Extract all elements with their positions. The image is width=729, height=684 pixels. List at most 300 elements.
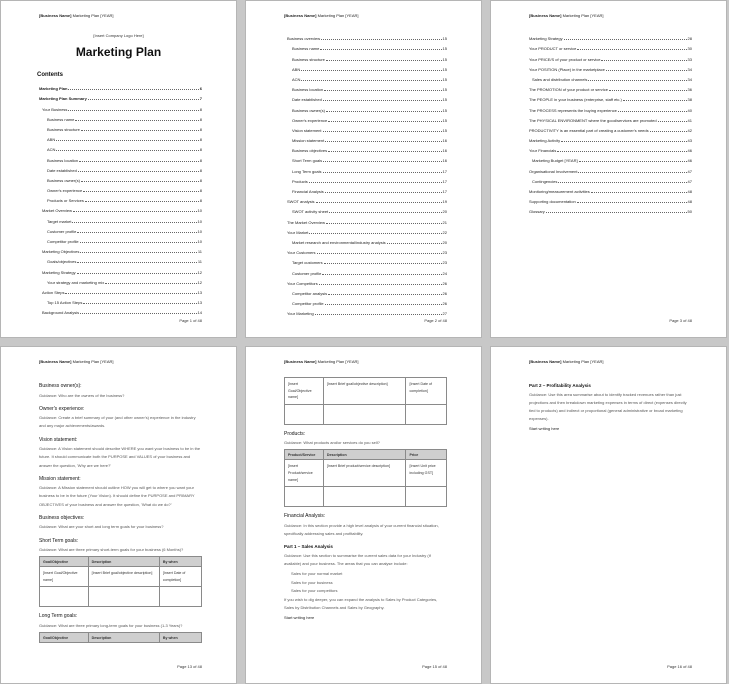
toc-entry-page-number: 12	[197, 269, 202, 275]
toc-entry[interactable]	[1, 234, 202, 244]
toc-leader-dots	[618, 111, 687, 112]
toc-entry-page-number: 23	[442, 260, 447, 266]
page-body	[284, 377, 447, 622]
table-row	[285, 378, 447, 405]
section-heading: Part 2 – Profitability Analysis	[529, 383, 591, 388]
section-heading: Business owner(s):	[39, 383, 82, 389]
toc-leader-dots	[578, 172, 686, 173]
toc-entry[interactable]	[246, 143, 447, 153]
toc-leader-dots	[323, 131, 442, 132]
toc-leader-dots	[326, 223, 442, 224]
toc-entry-label: Owner's experience	[292, 117, 328, 123]
toc-entry-page-number: 43	[687, 138, 692, 144]
toc-entry[interactable]	[491, 72, 692, 82]
toc-entry-page-number: 17	[442, 168, 447, 174]
toc-leader-dots	[326, 111, 442, 112]
table-cell[interactable]: [Insert Date of completion]	[406, 378, 447, 405]
toc-leader-dots	[80, 242, 197, 243]
table-row	[285, 487, 447, 507]
toc-entry-page-number: 15	[442, 117, 447, 123]
toc-entry[interactable]	[491, 204, 692, 214]
table-cell[interactable]	[406, 487, 447, 507]
toc-entry[interactable]	[246, 153, 447, 163]
toc-entry-label: The PROMOTION of your product or service	[529, 87, 608, 93]
toc-entry[interactable]	[1, 122, 202, 132]
toc-leader-dots	[320, 49, 441, 50]
toc-entry[interactable]	[491, 184, 692, 194]
toc-entry-page-number: 8	[199, 188, 202, 194]
toc-entry[interactable]	[491, 143, 692, 153]
toc-leader-dots	[309, 182, 442, 183]
toc-entry-label: Business name	[47, 116, 75, 122]
toc-entry-label: Date established	[47, 167, 77, 173]
toc-entry-page-number: 26	[442, 280, 447, 286]
toc-entry-label: Date established	[292, 97, 322, 103]
toc-entry-label: Business location	[47, 157, 79, 163]
section-heading: Part 1 – Sales Analysis	[284, 544, 333, 550]
toc-entry[interactable]	[491, 41, 692, 51]
page-header: [Business Name] Marketing Plan [YEAR]	[529, 359, 604, 364]
toc-entry[interactable]	[246, 41, 447, 51]
toc-leader-dots	[323, 172, 442, 173]
toc-entry[interactable]	[246, 82, 447, 92]
toc-leader-dots	[558, 182, 686, 183]
toc-entry[interactable]	[246, 163, 447, 173]
guidance-text: Guidance: In this section provide a high level analysis of your current financial situation, specifically addressing sales and profitability.	[284, 522, 439, 536]
toc-entry-page-number: 10	[197, 208, 202, 214]
short-term-goals-table	[39, 556, 202, 607]
toc-entry[interactable]	[1, 101, 202, 111]
toc-leader-dots	[85, 201, 199, 202]
table-header: Product/Service	[285, 450, 324, 460]
toc-entry-label: Short Term goals	[292, 158, 323, 164]
toc-entry-page-number: 8	[199, 167, 202, 173]
toc-entry-page-number: 6	[199, 86, 202, 92]
toc-entry-page-number: 10	[197, 239, 202, 244]
toc-entry-label: Business name	[292, 46, 320, 52]
toc-entry-page-number: 10	[197, 228, 202, 234]
toc-entry[interactable]	[246, 286, 447, 296]
toc-entry[interactable]	[246, 255, 447, 265]
toc-entry-label: Organisational Involvement	[529, 168, 578, 174]
toc-entry[interactable]	[246, 123, 447, 133]
table-row	[285, 404, 447, 424]
document-title: Marketing Plan	[75, 45, 162, 59]
table-cell[interactable]: [Insert Goal/Objective name]	[285, 378, 324, 405]
toc-leader-dots	[68, 110, 198, 111]
toc-entry-page-number: 8	[199, 177, 202, 183]
toc-entry-label: Marketing Objectives	[42, 249, 80, 255]
toc-entry-page-number: 8	[199, 126, 202, 132]
guidance-text: Guidance: Use this area summarise about to identify tracked revenues rather than just projections and then breakdown marketing expenses in terms of direct (expenses directly tied to products) and indirect or proportional (general administrative or broad marketing expenses).	[529, 391, 687, 422]
toc-entry-label: Monitoring/measurement activities	[529, 189, 590, 194]
section-heading: Long Term goals:	[39, 613, 78, 620]
table-cell[interactable]: [Insert Brief product/service description]	[323, 460, 406, 487]
toc-entry[interactable]	[246, 51, 447, 61]
toc-entry-label: Business owner(s)	[47, 177, 80, 183]
toc-entry-label: Your PRODUCT or service	[529, 46, 577, 52]
toc-leader-dots	[579, 161, 687, 162]
document-page-1	[0, 0, 237, 338]
toc-entry-page-number: 27	[442, 311, 447, 317]
toc-entry-page-number: 23	[442, 250, 447, 256]
page-header: [Business Name] Marketing Plan [YEAR]	[39, 13, 114, 18]
toc-leader-dots	[83, 191, 199, 192]
toc-leader-dots	[324, 90, 441, 91]
table-of-contents	[491, 31, 726, 214]
toc-entry-page-number: 19	[442, 199, 447, 205]
toc-entry-label: Action Steps	[42, 289, 65, 295]
table-cell[interactable]	[40, 587, 89, 607]
toc-entry[interactable]	[1, 224, 202, 234]
document-page-13	[0, 346, 237, 684]
toc-entry-page-number: 17	[442, 189, 447, 194]
toc-entry-label: PRODUCTIVITY is an essential part of creating a customer's needs	[529, 127, 649, 133]
toc-entry[interactable]	[491, 163, 692, 173]
toc-entry-label: Your Business	[42, 106, 68, 112]
toc-entry-page-number: 10	[197, 218, 202, 224]
page-footer: Page 3 of 48	[669, 318, 692, 323]
toc-entry-page-number: 20	[442, 209, 447, 215]
toc-entry[interactable]	[246, 31, 447, 41]
toc-leader-dots	[79, 161, 199, 162]
toc-leader-dots	[328, 151, 441, 152]
toc-entry[interactable]	[1, 112, 202, 122]
toc-entry[interactable]	[246, 184, 447, 194]
toc-entry-page-number: 48	[687, 199, 692, 205]
table-cell[interactable]	[285, 404, 324, 424]
toc-entry[interactable]	[1, 264, 202, 274]
start-writing-prompt[interactable]: Start writing here	[284, 615, 315, 621]
toc-leader-dots	[650, 131, 687, 132]
toc-entry-label: Your strategy and marketing mix	[47, 279, 105, 285]
table-row	[40, 587, 202, 607]
page-body	[529, 377, 692, 433]
toc-entry[interactable]	[246, 204, 447, 214]
toc-entry-label: Owner's experience	[47, 188, 83, 194]
toc-entry-label: SWOT analysis	[287, 199, 315, 205]
toc-entry-page-number: 22	[442, 229, 447, 235]
toc-leader-dots	[321, 39, 441, 40]
toc-entry-label: Marketing Plan	[39, 86, 68, 92]
toc-entry[interactable]	[1, 81, 202, 91]
table-of-contents	[1, 81, 236, 315]
toc-entry[interactable]	[246, 296, 447, 306]
toc-leader-dots	[317, 253, 442, 254]
toc-entry-page-number: 8	[199, 157, 202, 163]
toc-entry[interactable]	[491, 123, 692, 133]
toc-entry-page-number: 15	[442, 56, 447, 62]
toc-entry-label: Marketing Strategy	[529, 36, 563, 42]
toc-leader-dots	[322, 274, 441, 275]
toc-entry[interactable]	[246, 92, 447, 102]
toc-entry-page-number: 34	[687, 76, 692, 82]
page-footer: Page 2 of 48	[424, 318, 447, 323]
toc-entry-label: Market research and environmental/industry analysis	[292, 239, 386, 245]
toc-entry[interactable]	[246, 72, 447, 82]
toc-entry[interactable]	[1, 142, 202, 152]
toc-entry-page-number: 36	[687, 87, 692, 93]
toc-leader-dots	[546, 212, 687, 213]
table-header: Price	[406, 450, 447, 460]
toc-entry-label: Business overview	[287, 36, 321, 42]
toc-entry[interactable]	[246, 133, 447, 143]
toc-leader-dots	[329, 212, 441, 213]
toc-leader-dots	[557, 151, 686, 152]
toc-leader-dots	[56, 140, 199, 141]
toc-entry-page-number: 14	[197, 310, 202, 316]
toc-entry-page-number: 33	[687, 56, 692, 62]
section-heading: Vision statement:	[39, 436, 78, 443]
toc-entry-page-number: 46	[687, 158, 692, 164]
section-heading: Business objectives:	[39, 514, 85, 521]
toc-entry[interactable]	[491, 51, 692, 61]
toc-entry[interactable]	[491, 194, 692, 204]
toc-entry[interactable]	[246, 102, 447, 112]
toc-entry[interactable]	[1, 152, 202, 162]
toc-entry[interactable]	[246, 214, 447, 224]
products-table	[284, 449, 447, 507]
toc-entry-page-number: 8	[199, 198, 202, 204]
toc-entry-label: Goals/objectives	[47, 259, 77, 265]
table-of-contents	[246, 31, 481, 316]
toc-entry[interactable]	[491, 62, 692, 72]
toc-leader-dots	[81, 130, 199, 131]
toc-entry-label: ABN	[47, 137, 56, 143]
section-heading: Products:	[284, 430, 306, 437]
toc-entry[interactable]	[246, 113, 447, 123]
toc-entry-page-number: 8	[199, 137, 202, 143]
table-header: Goal/Objective	[40, 557, 89, 567]
toc-entry-label: Long Term goals	[292, 168, 322, 174]
toc-entry-label: Financial Analysis	[292, 189, 324, 194]
toc-entry-label: Business objectives	[292, 148, 328, 154]
toc-leader-dots	[325, 141, 441, 142]
toc-entry-label: Customer profile	[47, 228, 77, 234]
table-cell[interactable]: [Insert Product/service name]	[285, 460, 324, 487]
table-cell[interactable]: [Insert Brief goal/objective description]	[88, 567, 159, 587]
toc-entry-label: Market Overview	[42, 208, 73, 214]
toc-entry[interactable]	[1, 285, 202, 295]
toc-entry-page-number: 26	[442, 290, 447, 296]
toc-entry-page-number: 15	[442, 46, 447, 52]
guidance-text: Guidance: Who are the owners of the business?	[39, 392, 125, 398]
toc-entry[interactable]	[491, 174, 692, 184]
toc-entry[interactable]	[246, 225, 447, 235]
toc-leader-dots	[75, 120, 198, 121]
toc-entry-label: Competitor analysis	[292, 290, 328, 296]
toc-entry[interactable]	[1, 173, 202, 183]
toc-leader-dots	[309, 233, 441, 234]
toc-entry[interactable]	[1, 183, 202, 193]
page-header: [Business Name] Marketing Plan [YEAR]	[529, 13, 604, 18]
table-cell[interactable]	[159, 587, 201, 607]
toc-entry-label: The Market Overview	[287, 219, 326, 225]
toc-entry-page-number: 13	[197, 300, 202, 306]
toc-entry-label: ACN	[292, 76, 301, 82]
toc-entry-page-number: 15	[442, 66, 447, 72]
list-item: Sales for your normal market	[291, 571, 343, 577]
toc-leader-dots	[88, 99, 199, 100]
table-cell[interactable]: [Insert Unit price including GST]	[406, 460, 447, 487]
toc-entry[interactable]	[1, 295, 202, 305]
toc-entry-page-number: 13	[197, 289, 202, 295]
toc-entry-page-number: 15	[442, 97, 447, 103]
toc-entry-page-number: 15	[442, 36, 447, 42]
contents-heading: Contents	[37, 72, 63, 78]
toc-entry-page-number: 7	[199, 96, 202, 102]
toc-entry[interactable]	[1, 213, 202, 223]
toc-leader-dots	[315, 314, 442, 315]
table-cell[interactable]: [Insert Date of completion]	[159, 567, 201, 587]
guidance-text: Guidance: What are three primary long-term goals for your business (1-3 Years)?	[39, 622, 183, 628]
page-header: [Business Name] Marketing Plan [YEAR]	[284, 13, 359, 18]
toc-entry-label: Customer profile	[292, 270, 322, 276]
toc-entry[interactable]	[1, 132, 202, 142]
toc-entry[interactable]	[1, 305, 202, 315]
table-cell[interactable]	[406, 404, 447, 424]
table-cell[interactable]	[323, 404, 406, 424]
toc-entry-label: SWOT activity sheet	[292, 209, 329, 215]
toc-entry[interactable]	[246, 265, 447, 275]
table-header: Goal/Objective	[40, 633, 89, 643]
toc-entry[interactable]	[1, 275, 202, 285]
toc-leader-dots	[606, 70, 687, 71]
page-footer: Page 15 of 48	[422, 664, 447, 669]
toc-leader-dots	[326, 60, 442, 61]
table-header: By when	[159, 557, 201, 567]
toc-leader-dots	[72, 222, 196, 223]
toc-entry[interactable]	[491, 92, 692, 102]
page-header: [Business Name] Marketing Plan [YEAR]	[284, 359, 359, 364]
toc-entry[interactable]	[1, 163, 202, 173]
toc-entry-label: Vision statement	[292, 127, 322, 133]
toc-entry-label: The PROCESS represents the buying experience	[529, 107, 617, 113]
toc-entry-label: Your Marketing	[287, 311, 314, 317]
toc-entry-label: Your Financials	[529, 148, 557, 154]
page-body	[39, 377, 202, 645]
toc-leader-dots	[81, 181, 199, 182]
toc-leader-dots	[325, 192, 442, 193]
page-footer: Page 16 of 48	[667, 664, 692, 669]
toc-entry-label: Mission statement	[292, 138, 325, 144]
toc-entry-label: Marketing Plan Summary	[39, 96, 87, 102]
toc-entry[interactable]	[491, 113, 692, 123]
toc-entry-page-number: 15	[442, 127, 447, 133]
guidance-text: Guidance: A Mission statement should outline HOW you will get to where you want your business to be in the future (Your Vision). It should define the PURPOSE and PRIMARY OBJECTIVES of your business and answer the question, 'What do we do?'	[39, 485, 195, 507]
toc-leader-dots	[80, 313, 196, 314]
toc-entry[interactable]	[246, 276, 447, 286]
toc-entry[interactable]	[246, 245, 447, 255]
toc-entry[interactable]	[1, 203, 202, 213]
toc-entry[interactable]	[246, 62, 447, 72]
document-page-2	[245, 0, 482, 338]
guidance-text: Guidance: What products and/or services do you sell?	[284, 440, 380, 446]
toc-entry[interactable]	[246, 194, 447, 204]
toc-entry-label: Business structure	[47, 126, 80, 132]
toc-leader-dots	[328, 121, 441, 122]
table-header: Description	[88, 557, 159, 567]
toc-entry[interactable]	[491, 133, 692, 143]
guidance-text: Guidance: Create a brief summary of your (and other owner's) experience in the industry and any major achievements/awards.	[39, 415, 196, 429]
page-header: [Business Name] Marketing Plan [YEAR]	[39, 359, 114, 364]
toc-leader-dots	[658, 121, 687, 122]
toc-entry-page-number: 47	[687, 178, 692, 184]
table-cell[interactable]	[88, 587, 159, 607]
toc-leader-dots	[105, 283, 196, 284]
table-header: Description	[88, 633, 159, 643]
toc-entry[interactable]	[246, 174, 447, 184]
toc-leader-dots	[328, 294, 441, 295]
toc-entry-page-number: 16	[442, 138, 447, 144]
toc-leader-dots	[324, 263, 442, 264]
toc-entry[interactable]	[1, 193, 202, 203]
table-cell[interactable]: [Insert Brief goal/objective description]	[323, 378, 406, 405]
toc-entry-label: Business location	[292, 87, 324, 93]
table-cell[interactable]	[323, 487, 406, 507]
table-row	[285, 460, 447, 487]
toc-entry-page-number: 8	[199, 106, 202, 112]
toc-entry-label: The PHYSICAL ENVIRONMENT where the good/services are promoted	[529, 117, 657, 123]
table-cell[interactable]	[285, 487, 324, 507]
toc-leader-dots	[56, 150, 198, 151]
document-page-16	[490, 346, 727, 684]
toc-entry-label: Target customers	[292, 260, 323, 266]
toc-leader-dots	[561, 141, 686, 142]
toc-entry-label: Products	[292, 178, 308, 184]
toc-entry[interactable]	[491, 153, 692, 163]
list-item: Sales for your business	[291, 579, 333, 585]
toc-leader-dots	[301, 80, 441, 81]
guidance-text: Guidance: Use this section to summarise the current sales data for your Industry (if available) and your business. The areas that you can analyse include:	[284, 552, 431, 566]
section-heading: Mission statement:	[39, 475, 81, 482]
toc-entry-label: Top 15 Action Steps	[47, 300, 83, 306]
toc-leader-dots	[601, 60, 686, 61]
guidance-text: Guidance: What are three primary short-term goals for your business (6 Months)?	[39, 547, 184, 553]
guidance-text: If you wish to dig deeper, you can expand the analysis to Sales by Product Categories, Sales by Distribution Channels and Sales by Geography.	[284, 596, 438, 611]
toc-leader-dots	[83, 303, 196, 304]
toc-entry-label: Marketing Activity	[529, 138, 561, 144]
toc-entry[interactable]	[246, 235, 447, 245]
toc-entry-page-number: 26	[442, 301, 447, 307]
table-cell[interactable]: [Insert Goal/Objective name]	[40, 567, 89, 587]
toc-entry[interactable]	[1, 254, 202, 264]
toc-entry-page-number: 11	[197, 259, 202, 265]
page-footer: Page 1 of 48	[179, 318, 202, 323]
toc-entry-page-number: 40	[687, 107, 692, 113]
toc-entry-label: Your POSITION (Place) in the marketplace	[529, 66, 605, 72]
toc-entry-label: ACN	[47, 147, 56, 153]
toc-entry-label: Background Analysis	[42, 310, 80, 316]
toc-entry-page-number: 21	[442, 219, 447, 225]
toc-entry[interactable]	[491, 82, 692, 92]
toc-entry[interactable]	[1, 91, 202, 101]
toc-entry-label: Sales and distribution channels	[532, 76, 588, 82]
toc-entry-label: Target market	[47, 218, 72, 224]
toc-entry-page-number: 30	[687, 46, 692, 52]
company-logo-placeholder: [Insert Company Logo Here]	[93, 33, 144, 38]
toc-entry[interactable]	[491, 102, 692, 112]
toc-leader-dots	[77, 273, 197, 274]
section-heading: Financial Analysis:	[284, 513, 326, 520]
start-writing-prompt[interactable]: Start writing here	[529, 426, 560, 432]
toc-leader-dots	[80, 252, 196, 253]
toc-entry[interactable]	[246, 306, 447, 316]
toc-entry-page-number: 8	[199, 116, 202, 122]
toc-entry[interactable]	[1, 244, 202, 254]
toc-entry[interactable]	[491, 31, 692, 41]
section-heading: Short Term goals:	[39, 537, 79, 544]
